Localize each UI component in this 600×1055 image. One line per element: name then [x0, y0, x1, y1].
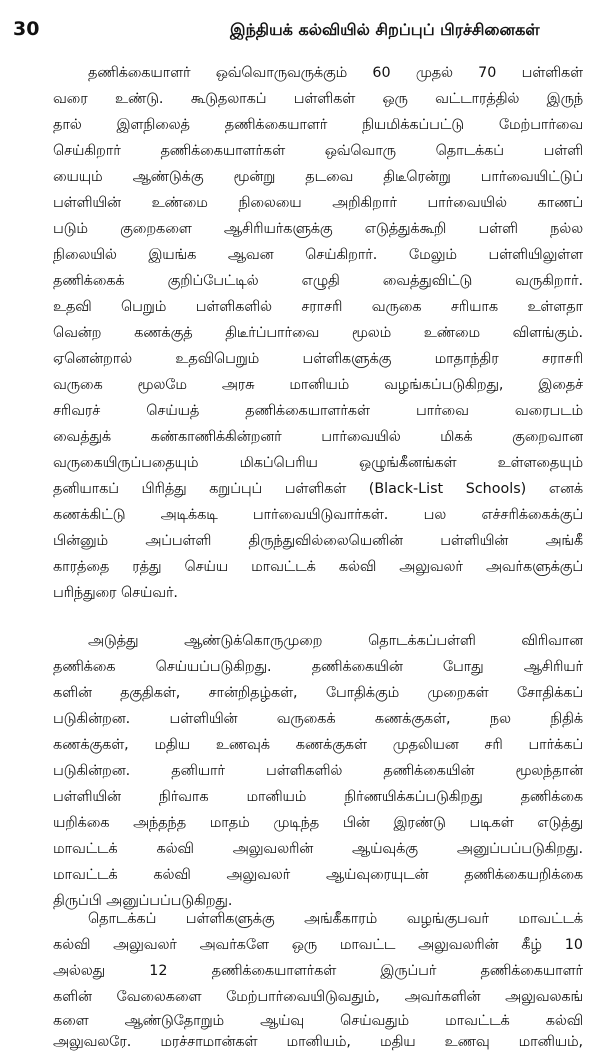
text-line: பின்னும் அப்பள்ளி திருந்துவில்லையெனின் பள்ளியின் அங்கீ: [53, 533, 583, 549]
text-line: அலுவலரே. மரச்சாமான்கள் மானியம், மதிய உணவு மானியம்,: [53, 1034, 583, 1050]
text-line: காரத்தை ரத்து செய்ய மாவட்டக் கல்வி அலுவலர் அவர்களுக்குப்: [53, 559, 583, 575]
page-number: 30: [13, 18, 40, 40]
text-line: களின் தகுதிகள், சான்றிதழ்கள், போதிக்கும் முறைகள் சோதிக்கப்: [53, 685, 583, 701]
text-line: தணிக்கையாளர் ஒவ்வொருவருக்கும் 60 முதல் 70 பள்ளிகள்: [88, 65, 583, 81]
text-line: வருகை மூலமே அரசு மானியம் வழங்கப்படுகிறது, இதைச்: [53, 377, 583, 393]
text-line: படுகின்றன. பள்ளியின் வருகைக் கணக்குகள், நல நிதிக்: [53, 711, 583, 727]
text-line: யையும் ஆண்டுக்கு மூன்று தடவை திடீரென்று பார்வையிட்டுப்: [53, 169, 583, 185]
text-line: வைத்துக் கண்காணிக்கின்றனர் பார்வையில் மிகக் குறைவான: [53, 429, 583, 445]
text-line: வருகையிருப்பதையும் மிகப்பெரிய ஒழுங்கீனங்கள் உள்ளதையும்: [53, 455, 583, 471]
page-header: [0, 14, 600, 50]
text-line: திருப்பி அனுப்பப்படுகிறது.: [53, 893, 233, 909]
text-line: மாவட்டக் கல்வி அலுவலர் ஆய்வுரையுடன் தணிக்கையறிக்கை: [53, 867, 583, 883]
text-line: படுகின்றன. தனியார் பள்ளிகளில் தணிக்கையின் மூலந்தான்: [53, 763, 583, 779]
text-line: தனியாகப் பிரித்து கறுப்புப் பள்ளிகள் (Black-List Schools) எனக்: [53, 481, 583, 497]
text-line: செய்கிறார் தணிக்கையாளர்கள் ஒவ்வொரு தொடக்கப் பள்ளி: [53, 143, 583, 159]
text-line: களை ஆண்டுதோறும் ஆய்வு செய்வதும் மாவட்டக் கல்வி: [53, 1013, 583, 1029]
text-line: தொடக்கப் பள்ளிகளுக்கு அங்கீகாரம் வழங்குபவர் மாவட்டக்: [88, 911, 583, 927]
text-line: வென்ற கணக்குத் திடீர்ப்பார்வை மூலம் உண்மை விளங்கும்.: [53, 325, 583, 341]
text-line: நிலையில் இயங்க ஆவன செய்கிறார். மேலும் பள்ளியிலுள்ள: [53, 247, 583, 263]
text-line: பரிந்துரை செய்வர்.: [53, 585, 178, 601]
text-line: படும் குறைகளை ஆசிரியர்களுக்கு எடுத்துக்கூறி பள்ளி நல்ல: [53, 221, 583, 237]
text-line: யறிக்கை அந்தந்த மாதம் முடிந்த பின் இரண்டு படிகள் எடுத்து: [53, 815, 583, 831]
text-line: கணக்கிட்டு அடிக்கடி பார்வையிடுவார்கள். பல எச்சரிக்கைக்குப்: [53, 507, 583, 523]
text-line: கல்வி அலுவலர் அவர்களே ஒரு மாவட்ட அலுவலரின் கீழ் 10: [53, 937, 583, 953]
text-line: அடுத்து ஆண்டுக்கொருமுறை தொடக்கப்பள்ளி விரிவான: [88, 633, 583, 649]
text-line: களின் வேலைகளை மேற்பார்வையிடுவதும், அவர்களின் அலுவலகங்: [53, 989, 583, 1005]
text-line: பள்ளியின் நிர்வாக மானியம் நிர்ணயிக்கப்படுகிறது தணிக்கை: [53, 789, 583, 805]
text-line: ஏனென்றால் உதவிபெறும் பள்ளிகளுக்கு மாதாந்திர சராசரி: [53, 351, 583, 367]
text-line: மாவட்டக் கல்வி அலுவலரின் ஆய்வுக்கு அனுப்பப்படுகிறது.: [53, 841, 583, 857]
text-line: அல்லது 12 தணிக்கையாளர்கள் இருப்பர் தணிக்கையாளர்: [53, 963, 583, 979]
text-line: தணிக்கை செய்யப்படுகிறது. தணிக்கையின் போது ஆசிரியர்: [53, 659, 583, 675]
text-line: வரை உண்டு. கூடுதலாகப் பள்ளிகள் ஒரு வட்டாரத்தில் இருந்: [53, 91, 583, 107]
text-line: கணக்குகள், மதிய உணவுக் கணக்குகள் முதலியன சரி பார்க்கப்: [53, 737, 583, 753]
text-line: உதவி பெறும் பள்ளிகளில் சராசரி வருகை சரியாக உள்ளதா: [53, 299, 583, 315]
text-line: சரிவரச் செய்யத் தணிக்கையாளர்கள் பார்வை வரைபடம்: [53, 403, 583, 419]
running-title: இந்தியக் கல்வியில் சிறப்புப் பிரச்சினைகள்: [230, 20, 540, 39]
text-line: பள்ளியின் உண்மை நிலையை அறிகிறார் பார்வையில் காணப்: [53, 195, 583, 211]
text-line: தணிக்கைக் குறிப்பேட்டில் எழுதி வைத்துவிட்டு வருகிறார்.: [53, 273, 583, 289]
text-line: தால் இளநிலைத் தணிக்கையாளர் நியமிக்கப்பட்டு மேற்பார்வை: [53, 117, 583, 133]
